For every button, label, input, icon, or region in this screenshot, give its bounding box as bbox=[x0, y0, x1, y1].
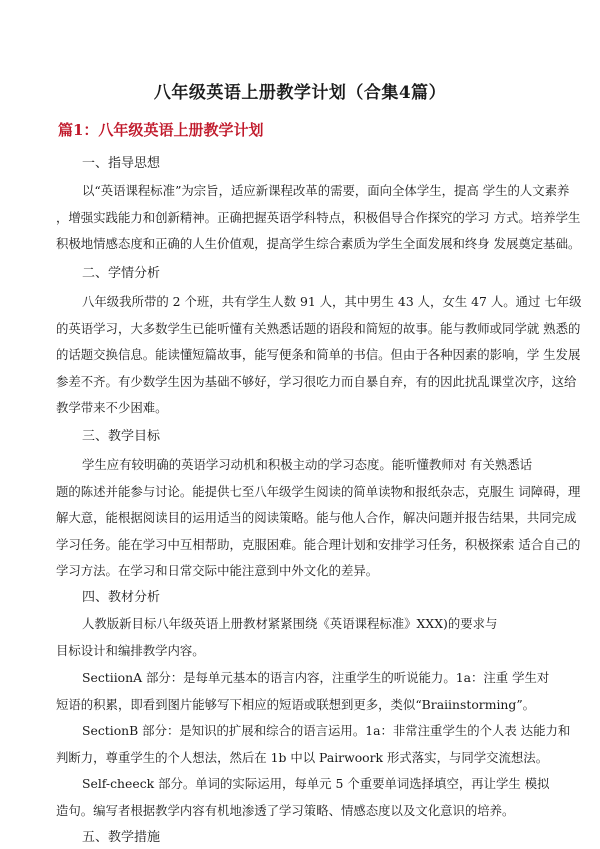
paragraph-line: ，增强实践能力和创新精神。正确把握英语学科特点，积极倡导合作探究的学习 方式。培养学生 bbox=[56, 209, 581, 225]
paragraph-self-check bbox=[56, 771, 552, 824]
paragraph-line: Self-cheeck 部分。单词的实际运用，每单元 5 个重要单词选择填空，再让学生 模拟 bbox=[82, 776, 550, 791]
paragraph-line: 人教版新目标八年级英语上册教材紧紧围绕《英语课程标准》XXX)的要求与 bbox=[82, 616, 498, 631]
paragraph-line: 判断力，尊重学生的个人想法，然后在 1b 中以 Pairwoork 形式落实，与同学交流想法。 bbox=[56, 749, 549, 765]
paragraph-line: 目标设计和编排教学内容。 bbox=[56, 642, 205, 658]
paragraph-line: 八年级我所带的 2 个班，共有学生人数 91 人，其中男生 43 人，女生 47 人。通过 七年级 bbox=[82, 294, 582, 309]
section-heading-textbook-analysis: 四、教材分析 bbox=[82, 590, 161, 605]
document-title: 八年级英语上册教学计划（合集4篇） bbox=[153, 83, 447, 103]
paragraph-student-analysis bbox=[56, 289, 582, 422]
section-heading-student-analysis: 二、学情分析 bbox=[82, 266, 161, 281]
paragraph-textbook-analysis bbox=[56, 611, 552, 664]
paragraph-line: 学习方法。在学习和日常交际中能注意到中外文化的差异。 bbox=[56, 563, 379, 578]
paragraph-line: 教学带来不少困难。 bbox=[56, 400, 168, 415]
paragraph-guiding-thought bbox=[56, 178, 581, 258]
paragraph-line: SectiionA 部分：是每单元基本的语言内容，注重学生的听说能力。1a：注重 学生对 bbox=[82, 670, 550, 685]
paragraph-line: 题的陈述并能参与讨论。能提供七至八年级学生阅读的简单读物和报纸杂志，克服生 词障碍，理 bbox=[56, 483, 581, 499]
paragraph-line: 解大意，能根据阅读目的运用适当的阅读策略。能与他人合作，解决问题并报告结果，共同完成 bbox=[56, 510, 577, 525]
section-heading-teaching-measures: 五、教学措施 bbox=[82, 830, 161, 845]
paragraph-line: 积极地情感态度和正确的人生价值观，提高学生综合素质为学生全面发展和终身 发展奠定基础。 bbox=[56, 236, 581, 251]
paragraph-teaching-goals bbox=[56, 452, 581, 585]
paragraph-line: 学习任务。能在学习中互相帮助，克服困难。能合理计划和安排学习任务，积极探索 适合自己的 bbox=[56, 536, 581, 552]
section-heading-guiding-thought: 一、指导思想 bbox=[82, 156, 161, 171]
paragraph-line: 造句。编写者根据教学内容有机地渗透了学习策略、情感态度以及文化意识的培养。 bbox=[56, 802, 515, 818]
paragraph-section-a bbox=[56, 665, 552, 718]
paragraph-line: 以“英语课程标准”为宗旨，适应新课程改革的需要，面向全体学生，提高 学生的人文素养 bbox=[82, 183, 570, 198]
paragraph-section-b bbox=[56, 718, 571, 771]
article-subtitle: 篇1：八年级英语上册教学计划 bbox=[58, 121, 264, 139]
section-heading-teaching-goals: 三、教学目标 bbox=[82, 429, 161, 444]
paragraph-line: 学生应有较明确的英语学习动机和积极主动的学习态度。能听懂教师对 有关熟悉话 bbox=[82, 457, 533, 472]
paragraph-line: 的英语学习，大多数学生已能听懂有关熟悉话题的语段和简短的故事。能与教师或同学就 熟悉的 bbox=[56, 320, 581, 336]
paragraph-line: 的话题交换信息。能读懂短篇故事，能写便条和简单的书信。但由于各种因素的影响，学 生发展 bbox=[56, 347, 581, 362]
paragraph-line: 参差不齐。有少数学生因为基础不够好，学习很吃力而自暴自弃，有的因此扰乱课堂次序，这给 bbox=[56, 373, 577, 389]
paragraph-line: 短语的积累，即看到图片能够写下相应的短语或联想到更多，类似“Braiinstorming”。 bbox=[56, 696, 536, 712]
paragraph-line: SectionB 部分：是知识的扩展和综合的语言运用。1a：非常注重学生的个人表 达能力和 bbox=[82, 723, 571, 738]
